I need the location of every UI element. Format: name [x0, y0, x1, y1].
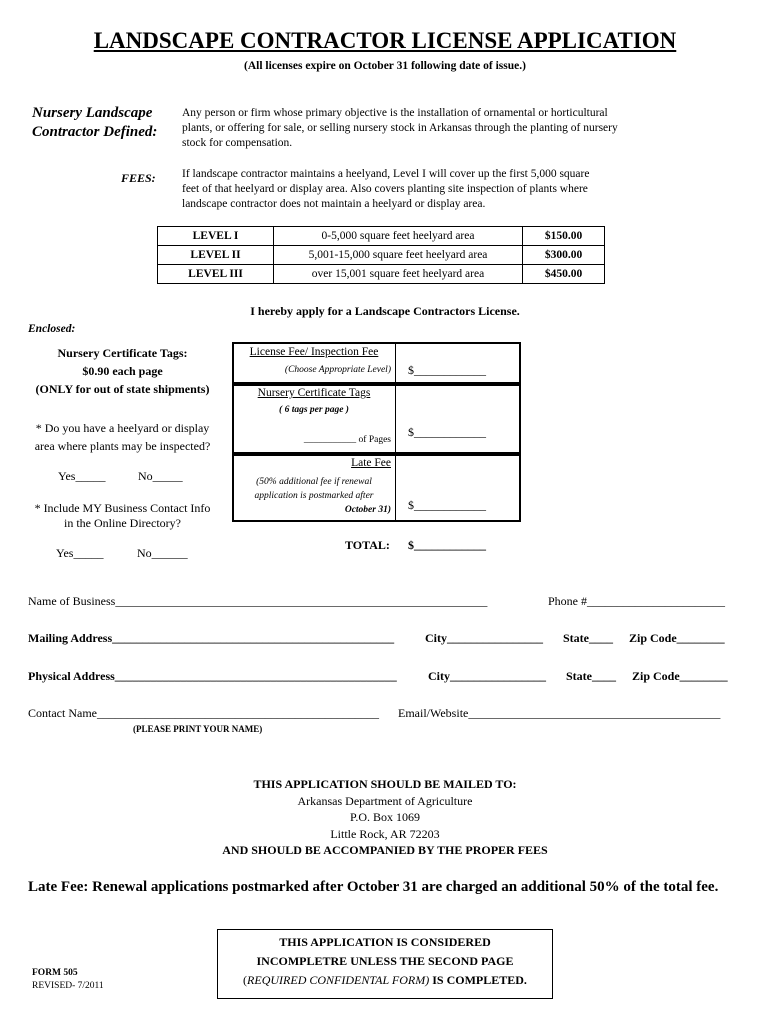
nursery-tags-note: ( 6 tags per page )	[279, 405, 349, 415]
price-cell: $300.00	[523, 246, 605, 265]
late-fee-label: Late Fee	[351, 457, 391, 469]
fees-text-line3: landscape contractor does not maintain a heelyard or display area.	[182, 198, 486, 210]
business-name-field[interactable]: Name of Business______________________________________________________________	[28, 594, 488, 608]
incomplete-notice-box	[217, 929, 553, 999]
level-cell: LEVEL I	[158, 227, 274, 246]
mailing-line3: Little Rock, AR 72203	[330, 826, 440, 841]
total-amount-field[interactable]: $____________	[408, 538, 486, 552]
phone-field[interactable]: Phone #_______________________	[548, 594, 725, 608]
form-number: FORM 505	[32, 968, 78, 978]
incomplete-line3-open: (	[243, 973, 248, 987]
definition-text	[182, 106, 702, 151]
directory-question-line1: * Include MY Business Contact Info	[34, 501, 211, 515]
late-fee-amount-field[interactable]: $____________	[408, 498, 486, 512]
late-fee-box	[232, 454, 521, 522]
late-fee-label-cell	[234, 456, 396, 520]
nursery-tags-line3: (ONLY for out of state shipments)	[35, 382, 210, 396]
fees-heading: FEES:	[121, 171, 156, 185]
heelyard-no-field[interactable]: No_____	[138, 469, 183, 483]
print-name-note: (PLEASE PRINT YOUR NAME)	[133, 724, 263, 734]
mailing-city-field[interactable]: City________________	[425, 631, 543, 645]
area-cell: over 15,001 square feet heelyard area	[274, 265, 523, 284]
definition-text-line2: plants, or offering for sale, or selling nursery stock in Arkansas through the planting of nursery	[182, 122, 618, 134]
directory-yes-field[interactable]: Yes_____	[56, 546, 104, 560]
late-fee-note-line3: October 31)	[344, 505, 391, 515]
fee-level-table	[157, 226, 605, 284]
mailing-line1: Arkansas Department of Agriculture	[297, 793, 473, 808]
license-fee-box	[232, 342, 521, 384]
heelyard-question	[20, 419, 225, 455]
late-fee-note-line1: (50% additional fee if renewal	[256, 477, 372, 487]
nursery-tags-line2: $0.90 each page	[82, 364, 163, 378]
total-label: TOTAL:	[345, 538, 390, 552]
contact-name-field[interactable]: Contact Name_______________________________________________	[28, 706, 379, 720]
email-website-field[interactable]: Email/Website__________________________________________	[398, 706, 721, 720]
area-cell: 5,001-15,000 square feet heelyard area	[274, 246, 523, 265]
nursery-tags-amount-field[interactable]: $____________	[408, 425, 486, 439]
incomplete-line3-end: IS COMPLETED.	[429, 973, 527, 987]
form-revised: REVISED- 7/2011	[32, 981, 104, 991]
incomplete-line3	[218, 971, 552, 990]
nursery-tags-label-cell	[234, 386, 396, 452]
page-title: LANDSCAPE CONTRACTOR LICENSE APPLICATION	[93, 28, 677, 53]
directory-question-line2: in the Online Directory?	[64, 516, 181, 530]
heelyard-yes-field[interactable]: Yes_____	[58, 469, 106, 483]
incomplete-line2: INCOMPLETRE UNLESS THE SECOND PAGE	[256, 954, 514, 968]
price-cell: $450.00	[523, 265, 605, 284]
directory-no-field[interactable]: No______	[137, 546, 188, 560]
enclosed-label: Enclosed:	[28, 323, 76, 335]
table-row	[158, 265, 605, 284]
level-cell: LEVEL III	[158, 265, 274, 284]
license-fee-label: License Fee/ Inspection Fee	[249, 346, 379, 358]
apply-statement: I hereby apply for a Landscape Contractors License.	[250, 304, 520, 318]
license-fee-label-cell	[234, 344, 396, 382]
license-fee-amount-field[interactable]: $____________	[408, 363, 486, 377]
mailing-address-field[interactable]: Mailing Address_______________________________________________	[28, 631, 395, 645]
definition-heading	[32, 104, 157, 142]
late-fee-note-line2: application is postmarked after	[254, 491, 374, 501]
nursery-tags-info	[20, 344, 225, 398]
incomplete-line1: THIS APPLICATION IS CONSIDERED	[279, 935, 491, 949]
table-row	[158, 227, 605, 246]
nursery-tags-fee-box	[232, 384, 521, 454]
definition-text-line3: stock for compensation.	[182, 137, 293, 149]
area-cell: 0-5,000 square feet heelyard area	[274, 227, 523, 246]
late-fee-note	[234, 475, 394, 503]
fees-text-line1: If landscape contractor maintains a heelyand, Level I will cover up the first 5,000 square	[182, 168, 590, 180]
definition-heading-line2: Contractor Defined:	[32, 124, 158, 140]
physical-city-field[interactable]: City________________	[428, 669, 546, 683]
mailing-block	[0, 776, 770, 859]
mailing-line2: P.O. Box 1069	[349, 810, 420, 824]
level-cell: LEVEL II	[158, 246, 274, 265]
directory-question	[20, 501, 225, 531]
physical-zip-field[interactable]: Zip Code________	[632, 669, 728, 683]
license-fee-note: (Choose Appropriate Level)	[284, 365, 391, 375]
table-row	[158, 246, 605, 265]
nursery-tags-line1: Nursery Certificate Tags:	[57, 346, 188, 360]
price-cell: $150.00	[523, 227, 605, 246]
mailing-state-field[interactable]: State____	[563, 631, 613, 645]
incomplete-line3-italic: REQUIRED CONFIDENTAL FORM)	[247, 973, 430, 987]
physical-address-field[interactable]: Physical Address_______________________________________________	[28, 669, 397, 683]
fees-text-line2: feet of that heelyard or display area. Also covers planting site inspection of plants where	[182, 183, 588, 195]
mailing-footer: AND SHOULD BE ACCOMPANIED BY THE PROPER FEES	[222, 843, 548, 857]
physical-state-field[interactable]: State____	[566, 669, 616, 683]
mailing-heading: THIS APPLICATION SHOULD BE MAILED TO:	[253, 777, 517, 791]
fees-text	[182, 167, 702, 212]
heelyard-question-line1: * Do you have a heelyard or display	[35, 421, 210, 435]
nursery-tags-pages-field[interactable]: ___________ of Pages	[303, 435, 391, 445]
definition-text-line1: Any person or firm whose primary objective is the installation of ornamental or horticultural	[182, 107, 608, 119]
definition-heading-line1: Nursery Landscape	[32, 105, 153, 121]
mailing-zip-field[interactable]: Zip Code________	[629, 631, 725, 645]
page-subtitle: (All licenses expire on October 31 following date of issue.)	[244, 60, 526, 72]
late-fee-notice: Late Fee: Renewal applications postmarked after October 31 are charged an additional 50% of the total fee.	[28, 879, 719, 895]
heelyard-question-line2: area where plants may be inspected?	[34, 439, 211, 453]
nursery-tags-label: Nursery Certificate Tags	[257, 387, 371, 399]
